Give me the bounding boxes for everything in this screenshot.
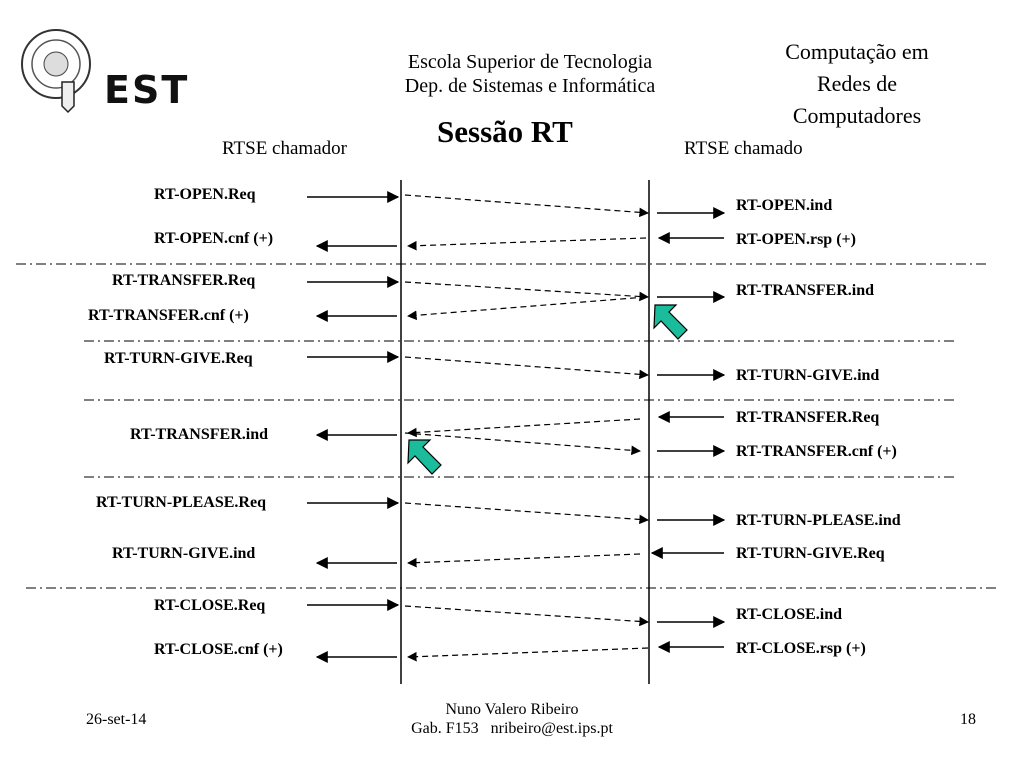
- left-primitive-label: RT-OPEN.Req: [154, 186, 256, 203]
- right-primitive-label: RT-OPEN.ind: [736, 197, 833, 214]
- footer-author-block: [380, 700, 644, 738]
- pdu-arrow: [408, 238, 646, 246]
- department-name: Dep. de Sistemas e Informática: [404, 75, 656, 97]
- left-primitive-label: RT-TURN-GIVE.Req: [104, 350, 253, 367]
- pdu-arrow: [405, 357, 648, 375]
- left-primitive-label: RT-TRANSFER.cnf (+): [88, 307, 249, 324]
- right-primitive-label: RT-TRANSFER.ind: [736, 282, 874, 299]
- pdu-arrow: [405, 282, 648, 297]
- right-primitive-label: RT-TURN-GIVE.Req: [736, 545, 885, 562]
- pdu-arrow: [405, 503, 648, 520]
- right-primitive-label: RT-OPEN.rsp (+): [736, 231, 856, 248]
- left-primitive-label: RT-TRANSFER.ind: [130, 426, 268, 443]
- right-primitive-label: RT-CLOSE.rsp (+): [736, 640, 866, 657]
- pdu-arrow: [405, 195, 648, 213]
- left-primitive-label: RT-OPEN.cnf (+): [154, 230, 274, 247]
- right-primitive-label: RT-TRANSFER.cnf (+): [736, 443, 897, 460]
- highlight-arrow-icon: [654, 305, 687, 339]
- right-primitive-label: RT-TRANSFER.Req: [736, 409, 880, 426]
- left-primitive-label: RT-TURN-GIVE.ind: [112, 545, 256, 562]
- course-line-3: Computadores: [792, 103, 922, 128]
- highlight-arrow-icon: [408, 440, 441, 474]
- course-line-2: Redes de: [816, 71, 898, 96]
- left-primitive-label: RT-TURN-PLEASE.Req: [96, 494, 266, 511]
- left-primitive-label: RT-TRANSFER.Req: [112, 272, 256, 289]
- footer-date: 26-set-14: [86, 711, 147, 728]
- page-title: Sessão RT: [437, 114, 573, 149]
- right-column-label: RTSE chamado: [684, 138, 803, 159]
- page-number: 18: [960, 711, 976, 728]
- right-primitive-label: RT-TURN-PLEASE.ind: [736, 512, 901, 529]
- left-primitive-label: RT-CLOSE.cnf (+): [154, 641, 283, 658]
- course-line-1: Computação em: [785, 39, 929, 64]
- pdu-arrow: [408, 554, 640, 563]
- left-column-label: RTSE chamador: [222, 138, 347, 159]
- footer-contact: Gab. F153 nribeiro@est.ips.pt: [411, 720, 613, 737]
- school-name: Escola Superior de Tecnologia: [407, 51, 653, 73]
- pdu-arrow: [408, 297, 646, 316]
- pdu-arrow: [408, 648, 648, 657]
- pdu-arrow: [408, 419, 640, 433]
- logo-text: EST: [104, 68, 190, 112]
- pdu-arrow: [405, 433, 640, 451]
- pdu-arrow: [405, 606, 648, 622]
- right-primitive-label: RT-TURN-GIVE.ind: [736, 367, 880, 384]
- right-primitive-label: RT-CLOSE.ind: [736, 606, 843, 623]
- footer-author: Nuno Valero Ribeiro: [445, 701, 579, 718]
- left-primitive-label: RT-CLOSE.Req: [154, 597, 266, 614]
